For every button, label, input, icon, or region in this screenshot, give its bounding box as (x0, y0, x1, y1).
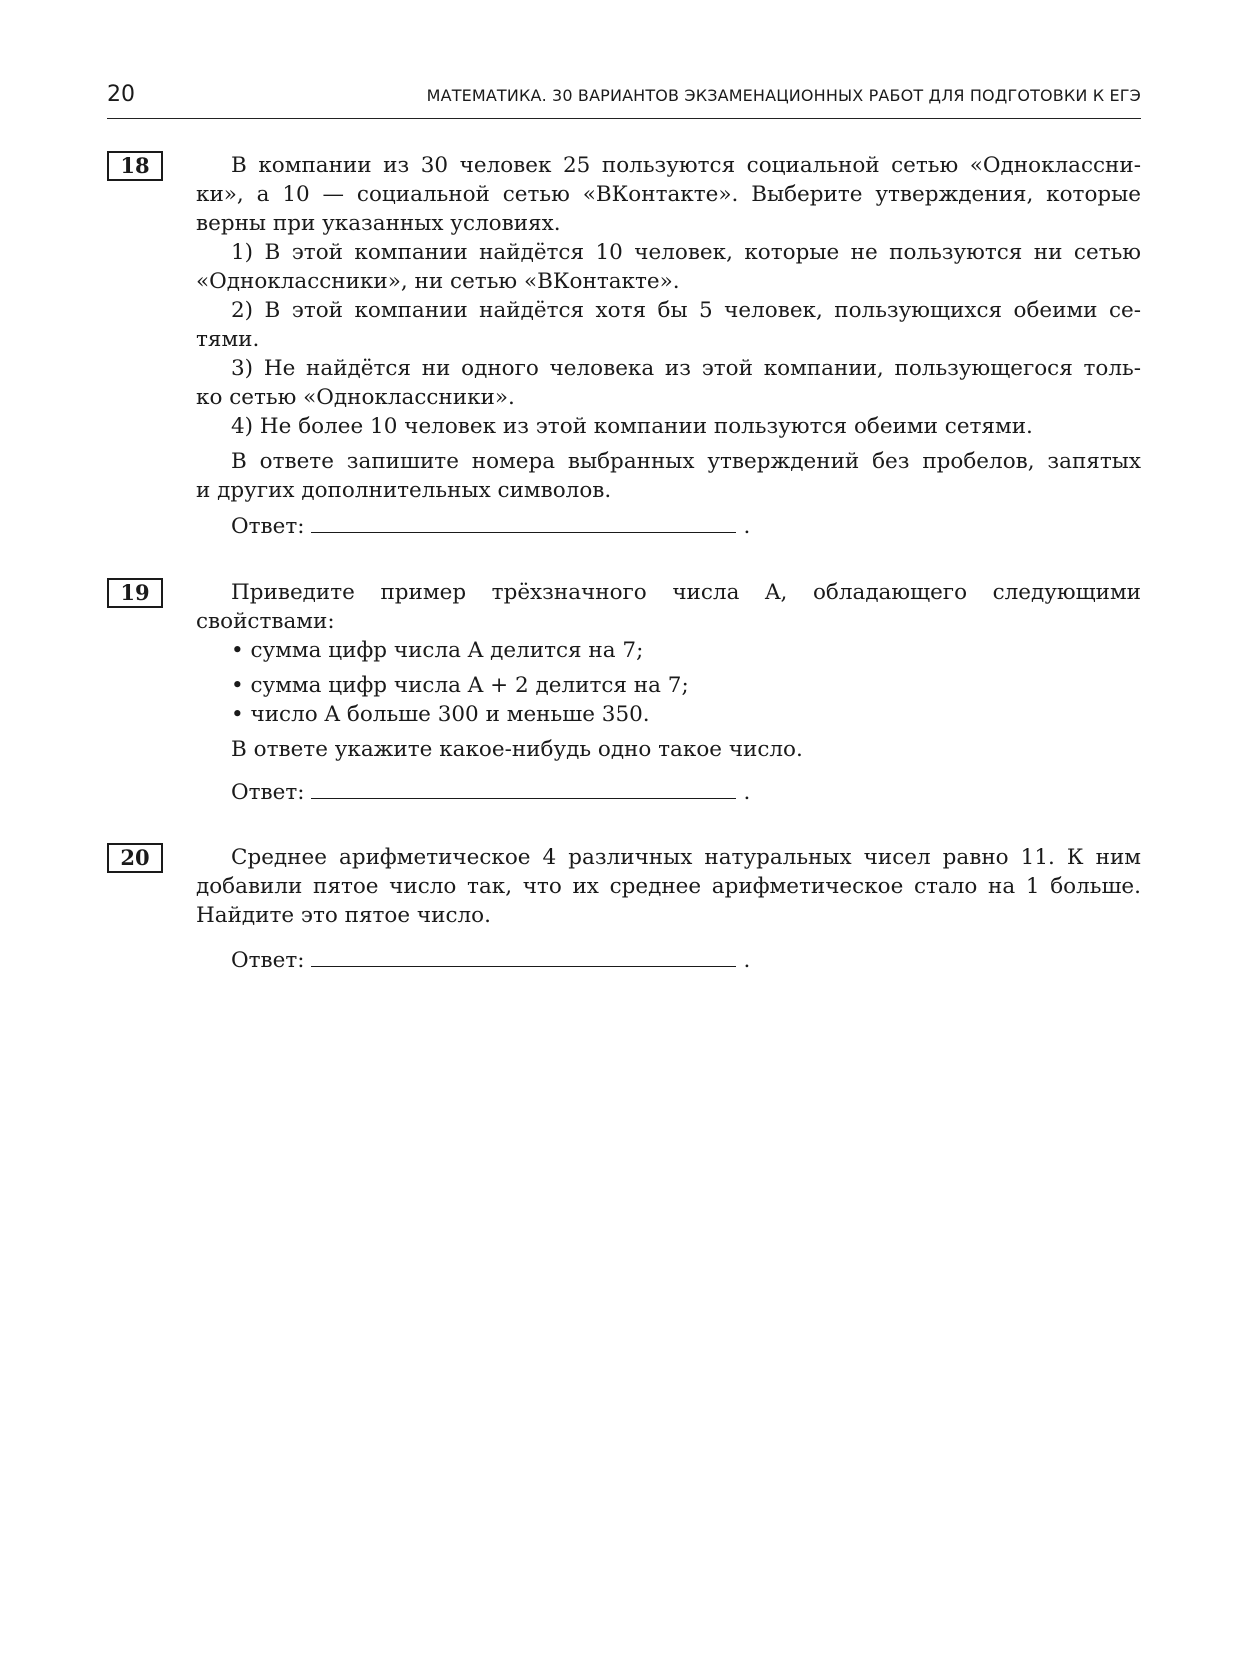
task-19-intro-line-2: свойствами: (196, 609, 335, 634)
task-18-instruction-line-1: В ответе запишите номера выбранных утверждений без пробелов, запятых (231, 449, 1141, 474)
task-18-intro-line-3: верны при указанных условиях. (196, 211, 561, 236)
task-19-text (196, 578, 1141, 764)
book-title: МАТЕМАТИКА. 30 ВАРИАНТОВ ЭКЗАМЕНАЦИОННЫХ РАБОТ ДЛЯ ПОДГОТОВКИ К ЕГЭ (426, 86, 1141, 105)
task-18-statement-2-line-2: тями. (196, 327, 260, 352)
task-18-intro-line-1: В компании из 30 человек 25 пользуются социальной сетью «Одноклассни- (231, 153, 1141, 178)
task-18-instruction-line-2: и других дополнительных символов. (196, 478, 612, 503)
task-18-text (196, 151, 1141, 505)
task-18-statement-1-line-2: «Одноклассники», ни сетью «ВКонтакте». (196, 269, 680, 294)
task-18-statement-2-line-1: 2) В этой компании найдётся хотя бы 5 человек, пользующихся обеими се- (231, 298, 1141, 323)
task-18-statement-4: 4) Не более 10 человек из этой компании пользуются обеими сетями. (231, 414, 1033, 439)
task-20-answer-row (231, 945, 750, 975)
task-19-bullet-2: • сумма цифр числа A + 2 делится на 7; (231, 673, 689, 698)
task-19-answer-end: . (743, 780, 751, 805)
task-18-statement-3-line-2: ко сетью «Одноклассники». (196, 385, 515, 410)
task-20-line-2: добавили пятое число так, что их среднее арифметическое стало на 1 больше. (196, 874, 1141, 899)
task-18-intro-line-2: ки», а 10 — социальной сетью «ВКонтакте». Выберите утверждения, которые (196, 182, 1141, 207)
task-19-answer-row (231, 777, 750, 807)
task-20-line-3: Найдите это пятое число. (196, 903, 491, 928)
task-19-answer-label: Ответ: (231, 780, 305, 805)
task-20-text (196, 843, 1141, 930)
task-20-answer-label: Ответ: (231, 948, 305, 973)
task-18-answer-end: . (743, 514, 751, 539)
task-19-answer-line[interactable] (311, 777, 736, 799)
task-20-answer-end: . (743, 948, 751, 973)
task-19-bullet-3: • число A больше 300 и меньше 350. (231, 702, 650, 727)
task-19-intro-line-1: Приведите пример трёхзначного числа A, обладающего следующими (231, 580, 1141, 605)
task-20-number: 20 (107, 843, 163, 873)
task-18-statement-3-line-1: 3) Не найдётся ни одного человека из этой компании, пользующегося толь- (231, 356, 1141, 381)
task-19-instruction: В ответе укажите какое-нибудь одно такое число. (231, 737, 803, 762)
task-18-answer-label: Ответ: (231, 514, 305, 539)
page-header (107, 82, 1141, 122)
task-18-statement-1-line-1: 1) В этой компании найдётся 10 человек, которые не пользуются ни сетью (231, 240, 1141, 265)
task-19-bullet-1: • сумма цифр числа A делится на 7; (231, 638, 644, 663)
task-18-answer-row (231, 511, 750, 541)
task-18-number: 18 (107, 151, 163, 181)
page-number: 20 (107, 82, 135, 107)
task-20-line-1: Среднее арифметическое 4 различных натуральных чисел равно 11. К ним (231, 845, 1141, 870)
header-rule (107, 118, 1141, 119)
task-18-answer-line[interactable] (311, 511, 736, 533)
task-19-number: 19 (107, 578, 163, 608)
task-20-answer-line[interactable] (311, 945, 736, 967)
